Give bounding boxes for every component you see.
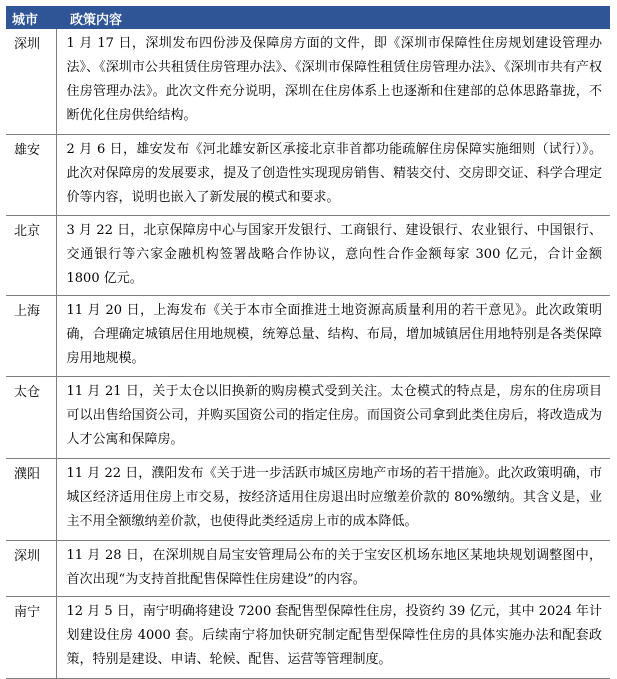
row-content: 3 月 22 日，北京保障房中心与国家开发银行、工商银行、建设银行、农业银行、中国银行、交通银行等六家金融机构签署战略合作协议，意向性合作金额每家 300 亿元，合计金额 1800 亿元。 bbox=[56, 215, 610, 295]
table-header-row bbox=[6, 7, 610, 29]
table-row bbox=[6, 540, 610, 596]
row-content: 11 月 20 日，上海发布《关于本市全面推进土地资源高质量利用的若干意见》。此次政策明确，合理确定城镇居住用地规模，统筹总量、结构、布局，增加城镇居住用地特别是各类保障房用地规模。 bbox=[56, 295, 610, 376]
row-content: 1 月 17 日，深圳发布四份涉及保障房方面的文件，即《深圳市保障性住房规划建设管理办法》、《深圳市公共租赁住房管理办法》、《深圳市保障性租赁住房管理办法》、《深圳市共有产权住房管理办法》。此次文件充分说明，深圳在住房体系上也逐渐和住建部的总体思路靠拢，不断优化住房供给结构。 bbox=[56, 29, 610, 134]
row-city: 深圳 bbox=[6, 540, 56, 596]
table-row bbox=[6, 215, 610, 295]
row-city: 濮阳 bbox=[6, 458, 56, 540]
table-row bbox=[6, 458, 610, 540]
row-city: 太仓 bbox=[6, 376, 56, 458]
row-content: 11 月 22 日，濮阳发布《关于进一步活跃市城区房地产市场的若干措施》。此次政策明确，市城区经济适用住房上市交易，按经济适用住房退出时应缴差价款的 80%缴纳。其含义是，业主不用全额缴纳差价款，也使得此类经适房上市的成本降低。 bbox=[56, 458, 610, 540]
header-content: 政策内容 bbox=[56, 7, 610, 29]
row-content: 2 月 6 日，雄安发布《河北雄安新区承接北京非首都功能疏解住房保障实施细则（试行）》。此次对保障房的发展要求，提及了创造性实现现房销售、精装交付、交房即交证、科学合理定价等内容，说明也嵌入了新发展的模式和要求。 bbox=[56, 134, 610, 215]
table-row bbox=[6, 134, 610, 215]
table-row bbox=[6, 29, 610, 134]
row-content: 11 月 28 日，在深圳规自局宝安管理局公布的关于宝安区机场东地区某地块规划调整图中，首次出现“为支持首批配售保障性住房建设”的内容。 bbox=[56, 540, 610, 596]
row-city: 北京 bbox=[6, 215, 56, 295]
row-content: 12 月 5 日，南宁明确将建设 7200 套配售型保障性住房，投资约 39 亿元，其中 2024 年计划建设住房 4000 套。后续南宁将加快研究制定配售型保障性住房的具体实施办法和配套政策，特别是建设、申请、轮候、配售、运营等管理制度。 bbox=[56, 596, 610, 678]
table-row bbox=[6, 376, 610, 458]
table-row bbox=[6, 295, 610, 376]
row-city: 南宁 bbox=[6, 596, 56, 678]
row-city: 雄安 bbox=[6, 134, 56, 215]
policy-table bbox=[6, 7, 610, 679]
row-city: 上海 bbox=[6, 295, 56, 376]
row-content: 11 月 21 日，关于太仓以旧换新的购房模式受到关注。太仓模式的特点是，房东的住房项目可以出售给国资公司，并购买国资公司的指定住房。而国资公司拿到此类住房后，将改造成为人才公寓和保障房。 bbox=[56, 376, 610, 458]
policy-table-container bbox=[6, 7, 610, 679]
table-row bbox=[6, 596, 610, 678]
row-city: 深圳 bbox=[6, 29, 56, 134]
header-city: 城市 bbox=[6, 7, 56, 29]
